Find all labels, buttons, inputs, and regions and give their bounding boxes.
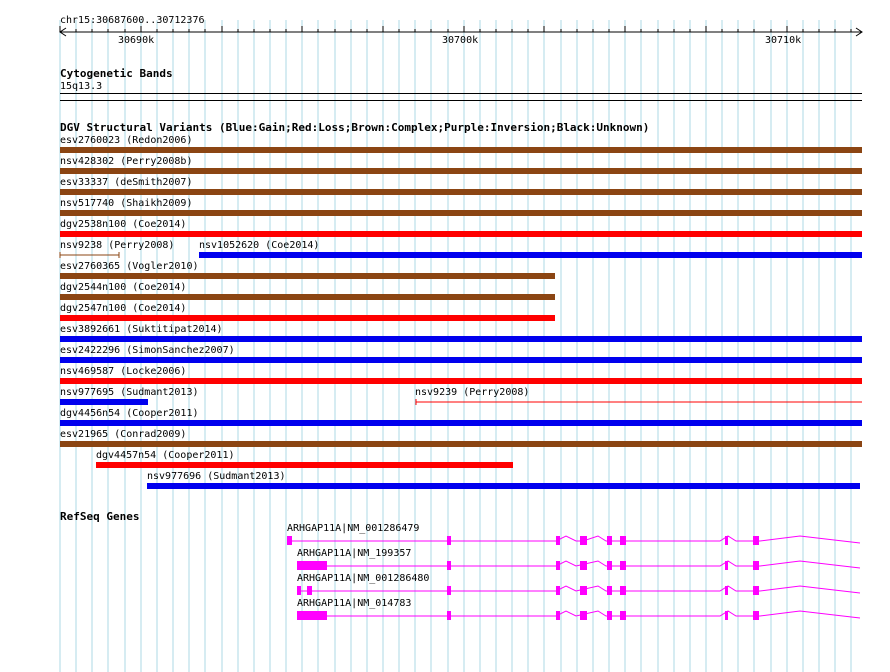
- variant-label-esv21965[interactable]: esv21965 (Conrad2009): [60, 429, 187, 440]
- variant-bar-dgv2538n100[interactable]: [60, 231, 862, 237]
- gene-label-nm-001286480[interactable]: ARHGAP11A|NM_001286480: [297, 573, 430, 584]
- cytoband-line-bottom: [60, 100, 862, 101]
- variant-label-dgv2547n100[interactable]: dgv2547n100 (Coe2014): [60, 303, 187, 314]
- variant-label-esv33337[interactable]: esv33337 (deSmith2007): [60, 177, 193, 188]
- gene-model-nm-199357[interactable]: [0, 560, 890, 572]
- variant-label-esv2422296[interactable]: esv2422296 (SimonSanchez2007): [60, 345, 235, 356]
- variant-bar-esv21965[interactable]: [60, 441, 862, 447]
- variant-label-esv2760023[interactable]: esv2760023 (Redon2006): [60, 135, 193, 146]
- variant-bar-nsv9238[interactable]: [59, 251, 129, 259]
- variant-bar-nsv469587[interactable]: [60, 378, 862, 384]
- variant-bar-esv3892661[interactable]: [60, 336, 862, 342]
- variant-label-nsv9239[interactable]: nsv9239 (Perry2008): [415, 387, 530, 398]
- variant-label-nsv9238[interactable]: nsv9238 (Perry2008): [60, 240, 175, 251]
- variant-label-esv3892661[interactable]: esv3892661 (Suktitipat2014): [60, 324, 223, 335]
- variant-bar-esv2422296[interactable]: [60, 357, 862, 363]
- variant-label-nsv977696[interactable]: nsv977696 (Sudmant2013): [147, 471, 286, 482]
- variant-bar-nsv517740[interactable]: [60, 210, 862, 216]
- gene-label-nm-014783[interactable]: ARHGAP11A|NM_014783: [297, 598, 412, 609]
- dgv-track-title[interactable]: DGV Structural Variants (Blue:Gain;Red:Loss;Brown:Complex;Purple:Inversion;Black:Unknown): [60, 121, 650, 134]
- variant-label-nsv428302[interactable]: nsv428302 (Perry2008b): [60, 156, 193, 167]
- variant-label-nsv977695[interactable]: nsv977695 (Sudmant2013): [60, 387, 199, 398]
- variant-bar-nsv9239[interactable]: [415, 398, 865, 406]
- gene-label-nm-199357[interactable]: ARHGAP11A|NM_199357: [297, 548, 412, 559]
- variant-label-dgv4457n54[interactable]: dgv4457n54 (Cooper2011): [96, 450, 235, 461]
- gene-label-nm-001286479[interactable]: ARHGAP11A|NM_001286479: [287, 523, 420, 534]
- variant-bar-nsv977695[interactable]: [60, 399, 148, 405]
- variant-label-nsv1052620[interactable]: nsv1052620 (Coe2014): [199, 240, 320, 251]
- gene-model-nm-001286480[interactable]: [0, 585, 890, 597]
- tick-label-30690k: 30690k: [118, 35, 155, 46]
- variant-bar-dgv2544n100[interactable]: [60, 294, 555, 300]
- gene-model-nm-001286479[interactable]: [0, 535, 890, 547]
- variant-label-dgv2544n100[interactable]: dgv2544n100 (Coe2014): [60, 282, 187, 293]
- cytoband-label[interactable]: 15q13.3: [60, 81, 103, 92]
- tick-label-30700k: 30700k: [442, 35, 479, 46]
- variant-bar-nsv1052620[interactable]: [199, 252, 862, 258]
- variant-label-dgv2538n100[interactable]: dgv2538n100 (Coe2014): [60, 219, 187, 230]
- location-label: chr15:30687600..30712376: [60, 15, 205, 26]
- variant-bar-dgv4457n54[interactable]: [96, 462, 513, 468]
- variant-bar-esv2760365[interactable]: [60, 273, 555, 279]
- variant-label-dgv4456n54[interactable]: dgv4456n54 (Cooper2011): [60, 408, 199, 419]
- variant-label-nsv469587[interactable]: nsv469587 (Locke2006): [60, 366, 187, 377]
- variant-label-esv2760365[interactable]: esv2760365 (Vogler2010): [60, 261, 199, 272]
- variant-bar-nsv977696[interactable]: [147, 483, 860, 489]
- variant-bar-esv2760023[interactable]: [60, 147, 862, 153]
- cytoband-track-title[interactable]: Cytogenetic Bands: [60, 67, 173, 80]
- variant-label-nsv517740[interactable]: nsv517740 (Shaikh2009): [60, 198, 193, 209]
- variant-bar-nsv428302[interactable]: [60, 168, 862, 174]
- tick-label-30710k: 30710k: [765, 35, 802, 46]
- gene-model-nm-014783[interactable]: [0, 610, 890, 622]
- variant-bar-dgv4456n54[interactable]: [60, 420, 862, 426]
- cytoband-line-top: [60, 93, 862, 94]
- refseq-track-title[interactable]: RefSeq Genes: [60, 510, 140, 523]
- variant-bar-esv33337[interactable]: [60, 189, 862, 195]
- variant-bar-dgv2547n100[interactable]: [60, 315, 555, 321]
